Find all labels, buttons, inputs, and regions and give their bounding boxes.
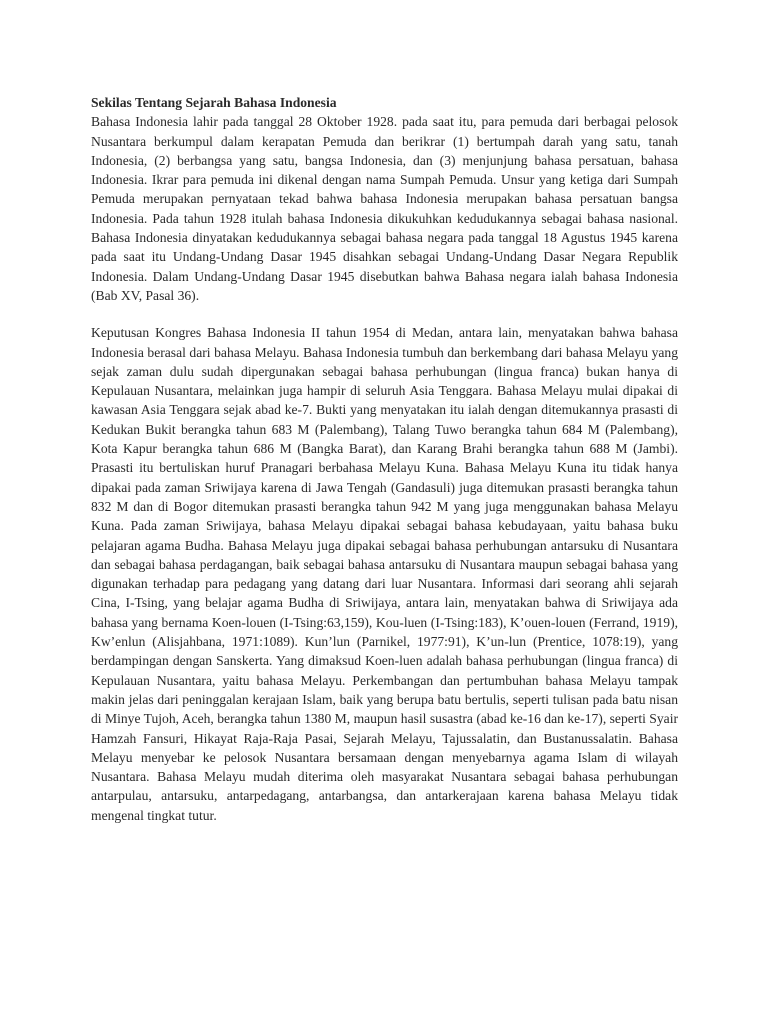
document-title: Sekilas Tentang Sejarah Bahasa Indonesia	[91, 95, 337, 110]
document-page	[91, 93, 678, 825]
paragraph-2: Keputusan Kongres Bahasa Indonesia II tahun 1954 di Medan, antara lain, menyatakan bahwa bahasa Indonesia berasal dari bahasa Melayu. Bahasa Indonesia tumbuh dan berkembang dari bahasa Melayu yang sejak zaman dulu sudah dipergunakan sebagai bahasa perhubungan (lingua franca) bukan hanya di Kepulauan Nusantara, melainkan juga hampir di seluruh Asia Tenggara. Bahasa Melayu mulai dipakai di kawasan Asia Tenggara sejak abad ke-7. Bukti yang menyatakan itu ialah dengan ditemukannya prasasti di Kedukan Bukit berangka tahun 683 M (Palembang), Talang Tuwo berangka tahun 684 M (Palembang), Kota Kapur berangka tahun 686 M (Bangka Barat), dan Karang Brahi berangka tahun 688 M (Jambi). Prasasti itu bertuliskan huruf Pranagari berbahasa Melayu Kuna. Bahasa Melayu Kuna itu tidak hanya dipakai pada zaman Sriwijaya karena di Jawa Tengah (Gandasuli) juga ditemukan prasasti berangka tahun 832 M dan di Bogor ditemukan prasasti berangka tahun 942 M yang juga menggunakan bahasa Melayu Kuna. Pada zaman Sriwijaya, bahasa Melayu dipakai sebagai bahasa kebudayaan, yaitu bahasa buku pelajaran agama Budha. Bahasa Melayu juga dipakai sebagai bahasa perhubungan antarsuku di Nusantara dan sebagai bahasa perdagangan, baik sebagai bahasa antarsuku di Nusantara maupun sebagai bahasa yang digunakan terhadap para pedagang yang datang dari luar Nusantara. Informasi dari seorang ahli sejarah Cina, I-Tsing, yang belajar agama Budha di Sriwijaya, antara lain, menyatakan bahwa di Sriwijaya ada bahasa yang bernama Koen-louen (I-Tsing:63,159), Kou-luen (I-Tsing:183), K’ouen-louen (Ferrand, 1919), Kw’enlun (Alisjahbana, 1971:1089). Kun’lun (Parnikel, 1977:91), K’un-lun (Prentice, 1078:19), yang berdampingan dengan Sanskerta. Yang dimaksud Koen-luen adalah bahasa perhubungan (lingua franca) di Kepulauan Nusantara, yaitu bahasa Melayu. Perkembangan dan pertumbuhan bahasa Melayu tampak makin jelas dari peninggalan kerajaan Islam, baik yang berupa batu bertulis, seperti tulisan pada batu nisan di Minye Tujoh, Aceh, berangka tahun 1380 M, maupun hasil susastra (abad ke-16 dan ke-17), seperti Syair Hamzah Fansuri, Hikayat Raja-Raja Pasai, Sejarah Melayu, Tajussalatin, dan Bustanussalatin. Bahasa Melayu menyebar ke pelosok Nusantara bersamaan dengan menyebarnya agama Islam di wilayah Nusantara. Bahasa Melayu mudah diterima oleh masyarakat Nusantara sebagai bahasa perhubungan antarpulau, antarsuku, antarpedagang, antarbangsa, dan antarkerajaan karena bahasa Melayu tidak mengenal tingkat tutur.	[91, 325, 678, 823]
paragraph-1: Bahasa Indonesia lahir pada tanggal 28 Oktober 1928. pada saat itu, para pemuda dari berbagai pelosok Nusantara berkumpul dalam kerapatan Pemuda dan berikrar (1) bertumpah darah yang satu, tanah Indonesia, (2) berbangsa yang satu, bangsa Indonesia, dan (3) menjunjung bahasa persatuan, bahasa Indonesia. Ikrar para pemuda ini dikenal dengan nama Sumpah Pemuda. Unsur yang ketiga dari Sumpah Pemuda merupakan pernyataan tekad bahwa bahasa Indonesia merupakan bahasa persatuan bangsa Indonesia. Pada tahun 1928 itulah bahasa Indonesia dikukuhkan kedudukannya sebagai bahasa nasional. Bahasa Indonesia dinyatakan kedudukannya sebagai bahasa negara pada tanggal 18 Agustus 1945 karena pada saat itu Undang-Undang Dasar 1945 disahkan sebagai Undang-Undang Dasar Negara Republik Indonesia. Dalam Undang-Undang Dasar 1945 disebutkan bahwa Bahasa negara ialah bahasa Indonesia (Bab XV, Pasal 36).	[91, 114, 678, 303]
